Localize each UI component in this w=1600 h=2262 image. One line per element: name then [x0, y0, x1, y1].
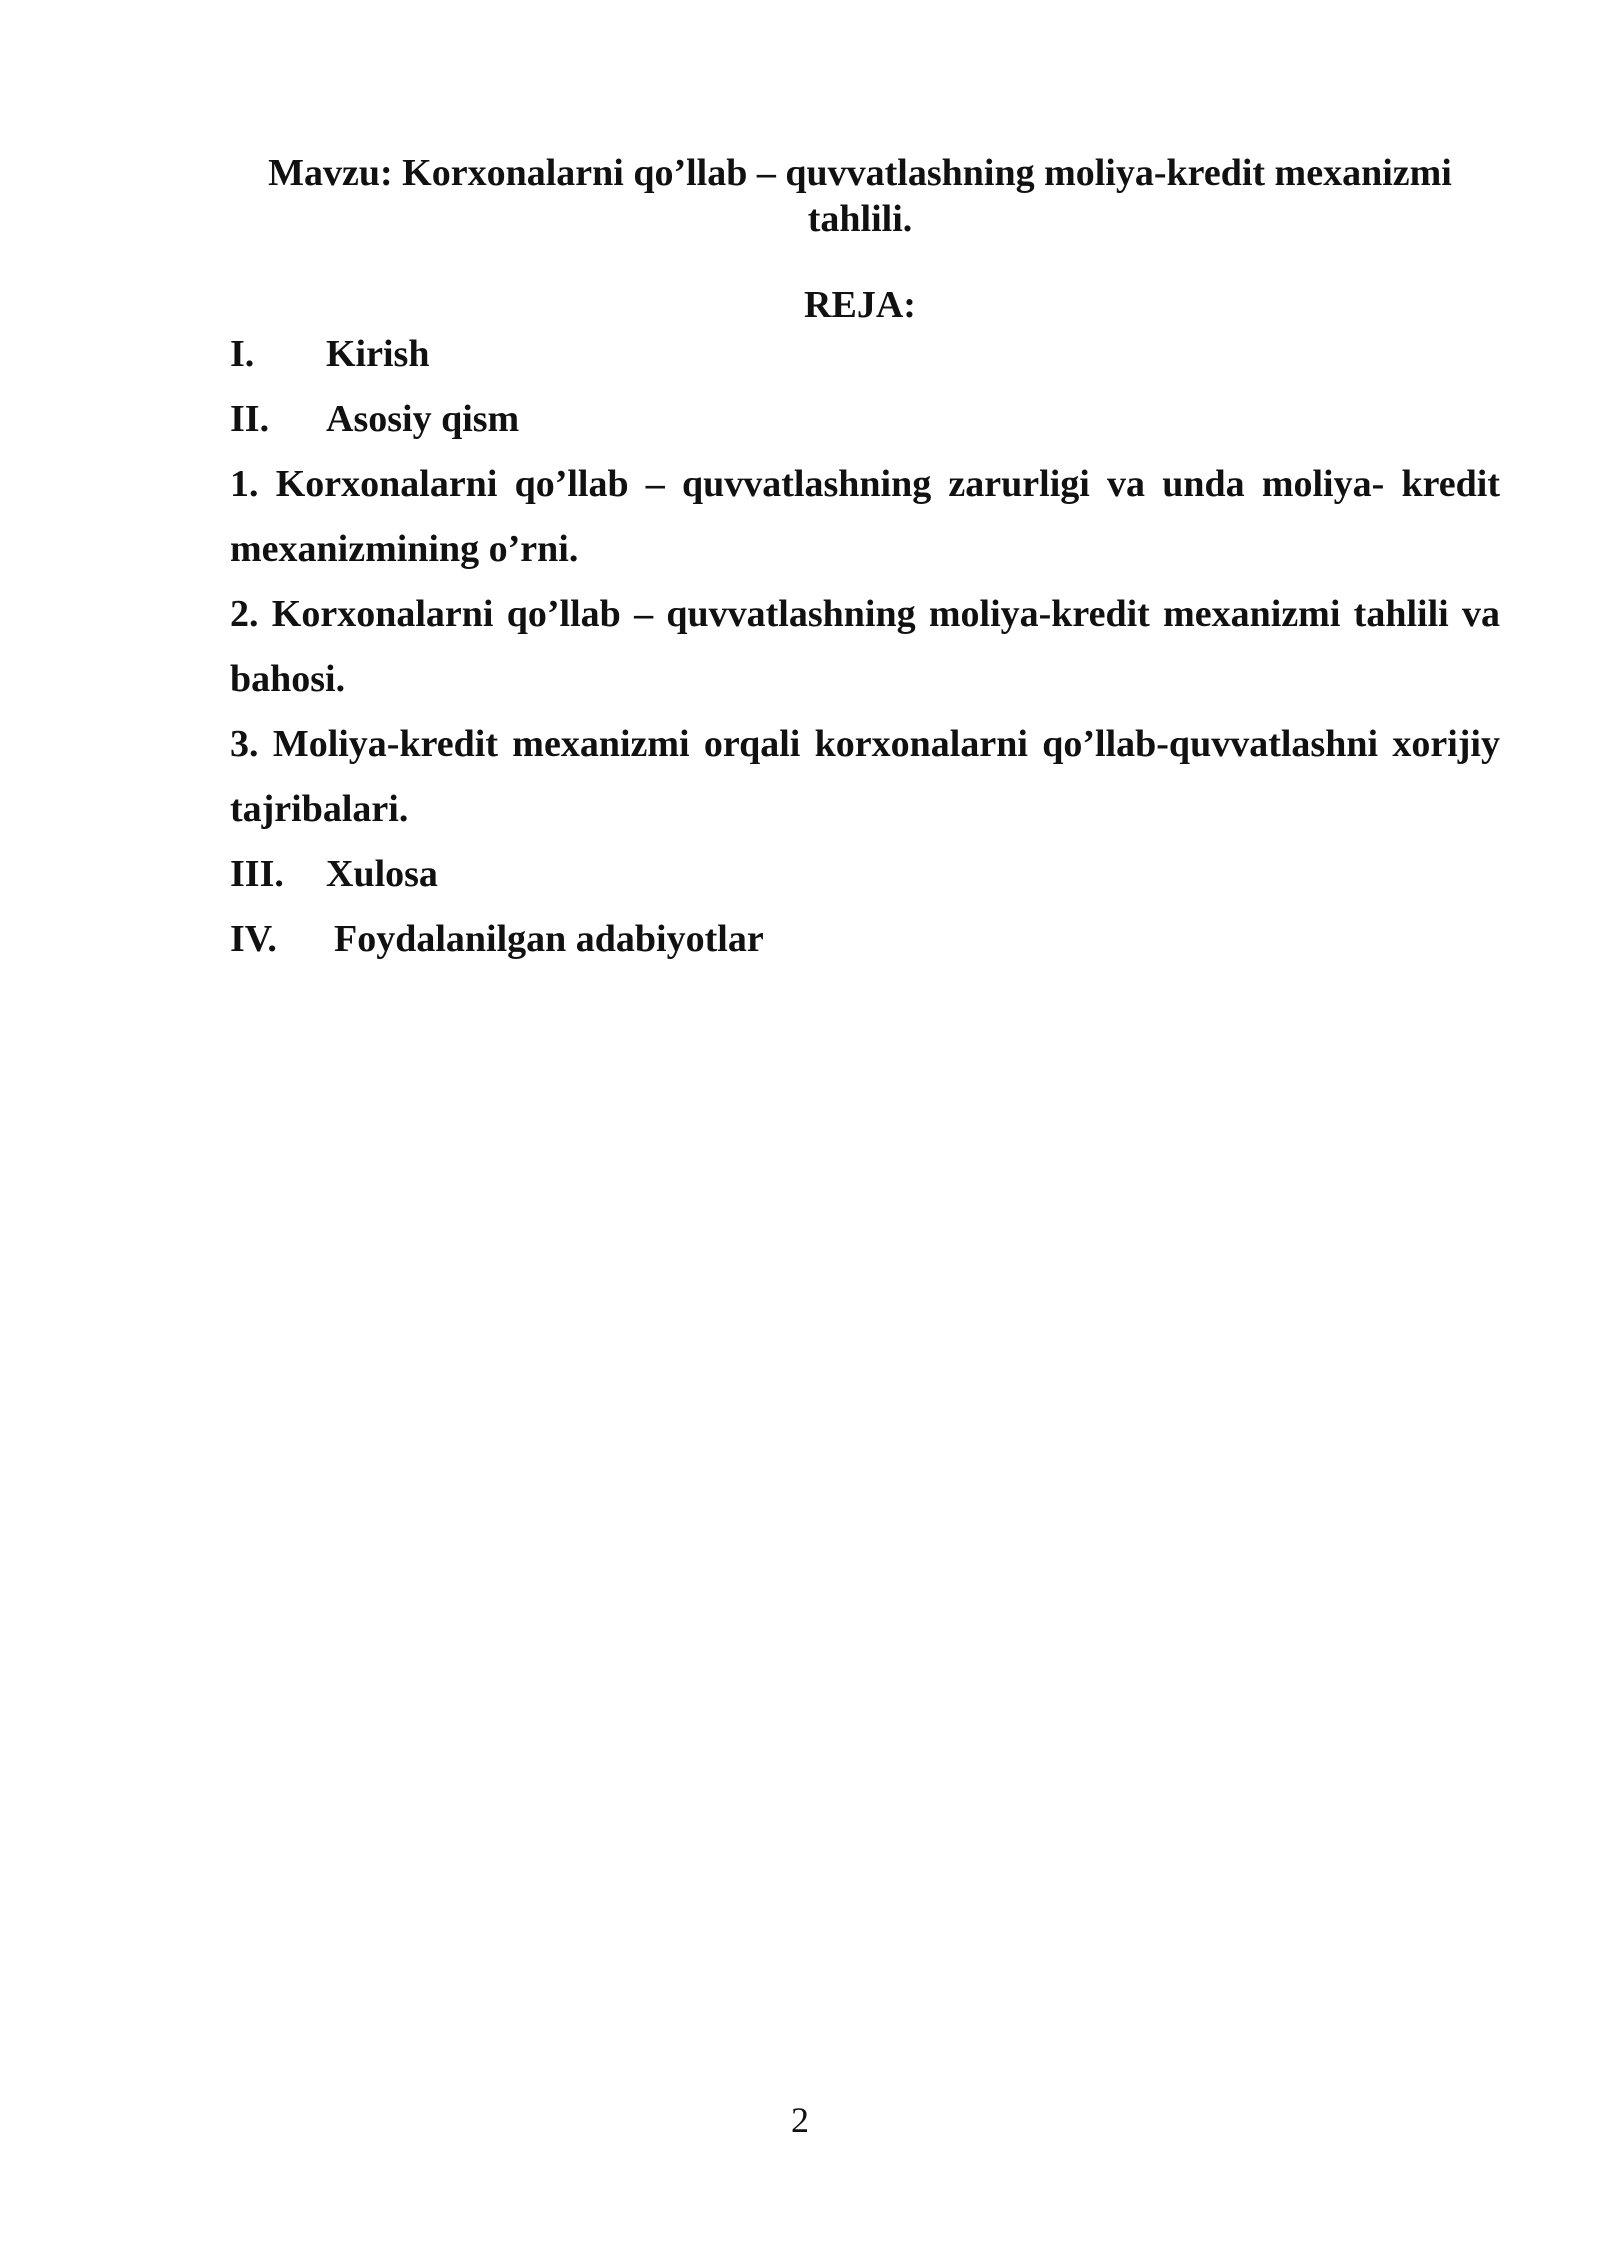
plan-item-main-part	[230, 387, 1500, 452]
plan-item-number: II.	[230, 398, 270, 440]
plan-subitem-1: 1. Korxonalarni qo’llab – quvvatlashning zarurligi va unda moliya- kredit mexanizmining o’rni.	[230, 463, 1500, 570]
plan-item-number: IV.	[230, 918, 277, 960]
plan-subitem-2: 2. Korxonalarni qo’llab – quvvatlashning moliya-kredit mexanizmi tahlili va bahosi.	[230, 593, 1500, 700]
plan-item-references	[230, 907, 1500, 972]
page-number: 2	[791, 2100, 809, 2140]
plan-item-text: Kirish	[326, 333, 430, 375]
document-title	[230, 150, 1490, 242]
plan-heading: REJA:	[804, 284, 916, 326]
plan-item-text: Xulosa	[326, 853, 438, 895]
plan-item-intro	[230, 322, 1500, 387]
title-line-1: Mavzu: Korxonalarni qo’llab – quvvatlashning moliya-kredit mexanizmi	[268, 152, 1452, 194]
plan-item-number: I.	[230, 333, 255, 375]
plan-item-text: Foydalanilgan adabiyotlar	[334, 918, 764, 960]
plan-item-conclusion	[230, 842, 1500, 907]
plan-list	[230, 322, 1500, 972]
plan-item-text: Asosiy qism	[326, 398, 520, 440]
plan-item-number: III.	[230, 853, 284, 895]
title-line-2: tahlili.	[807, 198, 913, 240]
plan-subitem-3: 3. Moliya-kredit mexanizmi orqali korxonalarni qo’llab-quvvatlashni xorijiy tajribalari.	[230, 723, 1500, 830]
